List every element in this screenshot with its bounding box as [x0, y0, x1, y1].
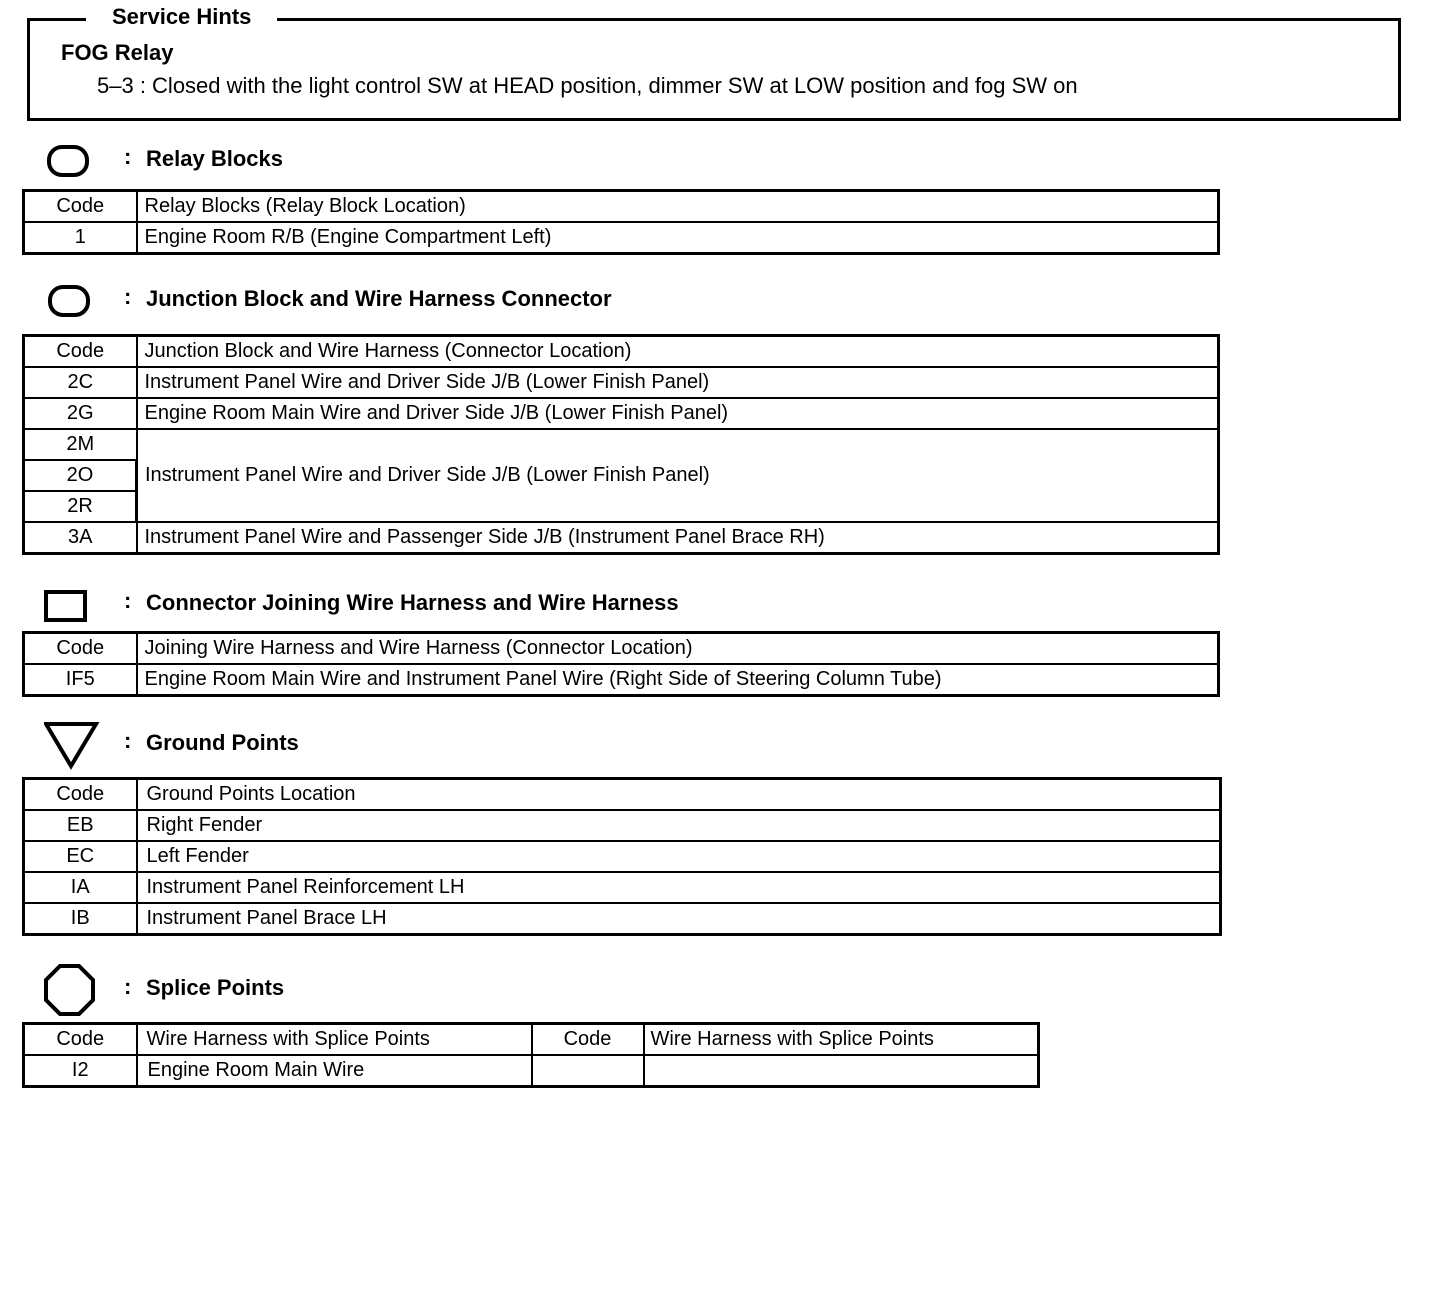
row-code: 2C: [24, 367, 137, 398]
header-code: Code: [24, 779, 137, 811]
junction-block-table: [22, 334, 1220, 555]
row-location: Right Fender: [137, 810, 1221, 841]
row-code: EC: [24, 841, 137, 872]
row-location: Instrument Panel Brace LH: [137, 903, 1221, 935]
heading-colon: :: [124, 728, 132, 753]
section-title: Splice Points: [146, 975, 285, 1000]
header-code: Code: [24, 336, 137, 368]
table-row: [24, 872, 1221, 903]
table-row: [24, 429, 1219, 460]
table-row: [24, 664, 1219, 696]
header-location: Relay Blocks (Relay Block Location): [137, 191, 1219, 223]
header-location: Junction Block and Wire Harness (Connector Location): [137, 336, 1219, 368]
heading-colon: :: [124, 284, 132, 309]
header-code: Code: [24, 1024, 137, 1056]
table-header-row: [24, 779, 1221, 811]
header-harness: Wire Harness with Splice Points: [644, 1024, 1039, 1056]
table-row: [24, 903, 1221, 935]
header-code: Code: [24, 633, 137, 665]
row-code: [532, 1055, 644, 1087]
row-code: 2G: [24, 398, 137, 429]
triangle-down-icon: [44, 722, 104, 772]
row-location: Instrument Panel Wire and Driver Side J/B (Lower Finish Panel): [137, 367, 1219, 398]
row-code: 1: [24, 222, 137, 254]
relay-blocks-table: [22, 189, 1220, 255]
table-row: [24, 522, 1219, 554]
heading-colon: :: [124, 974, 132, 999]
row-location: Engine Room Main Wire and Instrument Panel Wire (Right Side of Steering Column Tube): [137, 664, 1219, 696]
table-row: [24, 810, 1221, 841]
table-header-row: [24, 191, 1219, 223]
section-title: Ground Points: [146, 730, 299, 755]
heading-colon: :: [124, 588, 132, 613]
row-code: IA: [24, 872, 137, 903]
row-harness: [644, 1055, 1039, 1087]
section-title: Junction Block and Wire Harness Connector: [146, 286, 612, 311]
row-location-merged: Instrument Panel Wire and Driver Side J/B (Lower Finish Panel): [137, 429, 1219, 522]
service-hints-box: [27, 18, 1401, 121]
row-code: 2M: [24, 429, 137, 460]
row-code: IF5: [24, 664, 137, 696]
connector-table: [22, 631, 1220, 697]
row-code: 2O: [24, 460, 137, 491]
octagon-icon: [44, 964, 104, 1020]
row-location: Instrument Panel Wire and Passenger Side J/B (Instrument Panel Brace RH): [137, 522, 1219, 554]
header-code: Code: [532, 1024, 644, 1056]
table-row: [24, 1055, 1039, 1087]
heading-colon: :: [124, 144, 132, 169]
table-header-row: [24, 1024, 1039, 1056]
row-location: Engine Room R/B (Engine Compartment Left): [137, 222, 1219, 254]
square-icon: [44, 586, 94, 626]
table-row: [24, 398, 1219, 429]
table-row: [24, 367, 1219, 398]
row-code: EB: [24, 810, 137, 841]
table-header-row: [24, 633, 1219, 665]
header-harness: Wire Harness with Splice Points: [137, 1024, 532, 1056]
row-location: Engine Room Main Wire and Driver Side J/B (Lower Finish Panel): [137, 398, 1219, 429]
hint-text: 5–3 : Closed with the light control SW at HEAD position, dimmer SW at LOW position and fog SW on: [97, 73, 1078, 98]
row-code: 3A: [24, 522, 137, 554]
row-code: I2: [24, 1055, 137, 1087]
table-row: [24, 841, 1221, 872]
section-title: Relay Blocks: [146, 146, 283, 171]
row-code: 2R: [24, 491, 137, 522]
table-row: [24, 222, 1219, 254]
row-location: Left Fender: [137, 841, 1221, 872]
header-location: Joining Wire Harness and Wire Harness (Connector Location): [137, 633, 1219, 665]
row-harness: Engine Room Main Wire: [137, 1055, 532, 1087]
hint-title: FOG Relay: [61, 40, 174, 65]
ground-points-table: [22, 777, 1222, 936]
splice-points-table: [22, 1022, 1040, 1088]
table-header-row: [24, 336, 1219, 368]
row-code: IB: [24, 903, 137, 935]
row-location: Instrument Panel Reinforcement LH: [137, 872, 1221, 903]
header-location: Ground Points Location: [137, 779, 1221, 811]
rounded-rect-icon: [44, 142, 94, 182]
section-title: Connector Joining Wire Harness and Wire Harness: [146, 590, 679, 615]
header-code: Code: [24, 191, 137, 223]
service-hints-legend: Service Hints: [86, 2, 277, 32]
rounded-rect-icon: [44, 282, 94, 322]
